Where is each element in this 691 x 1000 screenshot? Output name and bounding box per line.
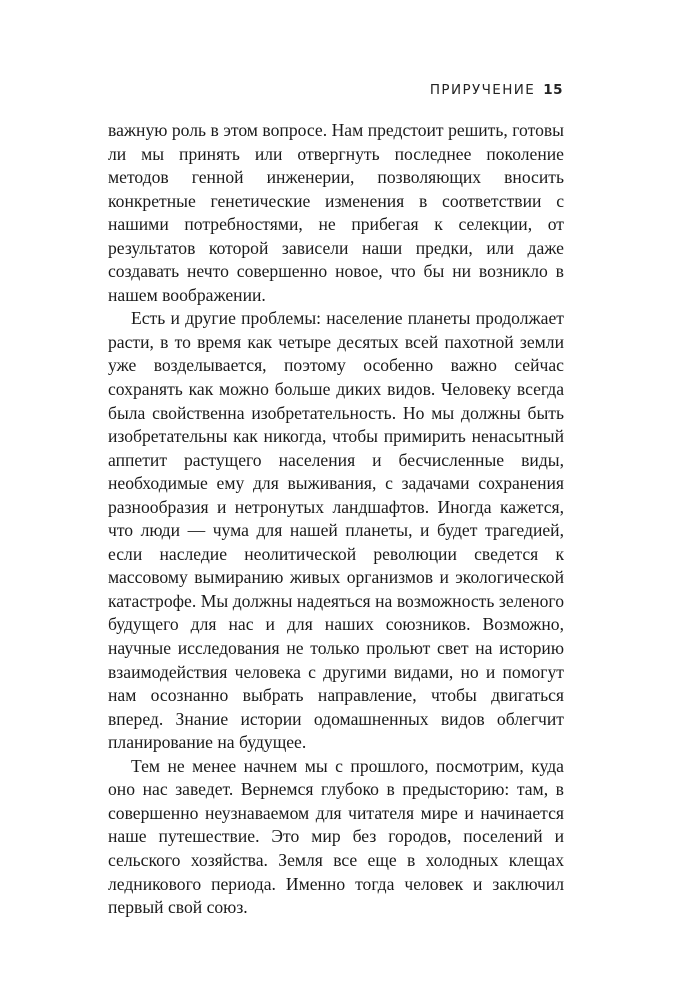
section-title: ПРИРУЧЕНИЕ bbox=[429, 82, 536, 98]
paragraph: Тем не менее начнем мы с прошлого, посмотрим, куда оно нас заведет. Вернемся глубоко в предысторию: там, в совершенно неузнаваемом для читателя мире и начинается наше путешествие. Это мир без городов, поселений и сельского хозяйства. Земля все еще в холодных клещах ледникового периода. Именно тогда человек и заключил первый свой союз. bbox=[108, 755, 564, 918]
running-header bbox=[430, 82, 563, 98]
page-number: 15 bbox=[543, 82, 563, 98]
paragraph-continued: важную роль в этом вопросе. Нам предстоит решить, готовы ли мы принять или отвергнуть последнее поколение методов генной инженерии, позволяющих вносить конкретные генетические изменения в соответствии с нашими потребностями, не прибегая к селекции, от результатов которой зависели наши предки, или даже создавать нечто совершенно новое, что бы ни возникло в нашем воображении. bbox=[108, 120, 564, 305]
body-text bbox=[108, 119, 564, 920]
paragraph: Есть и другие проблемы: население планеты продолжает расти, в то время как четыре десятых всей пахотной земли уже возделывается, поэтому особенно важно сейчас сохранять как можно больше диких видов. Человеку всегда была свойственна изобретательность. Но мы должны быть изобретательны как никогда, чтобы примирить ненасытный аппетит растущего населения и бесчисленные виды, необходимые ему для выживания, с задачами сохранения разнообразия и нетронутых ландшафтов. Иногда кажется, что люди — чума для нашей планеты, и будет трагедией, если наследие неолитической революции сведется к массовому вымиранию живых организмов и экологической катастрофе. Мы должны надеяться на возможность зеленого будущего для нас и для наших союзников. Возможно, научные исследования не только прольют свет на историю взаимодействия человека с другими видами, но и помогут нам осознанно выбрать направление, чтобы двигаться вперед. Знание истории одомашненных видов облегчит планирование на будущее. bbox=[108, 308, 564, 753]
